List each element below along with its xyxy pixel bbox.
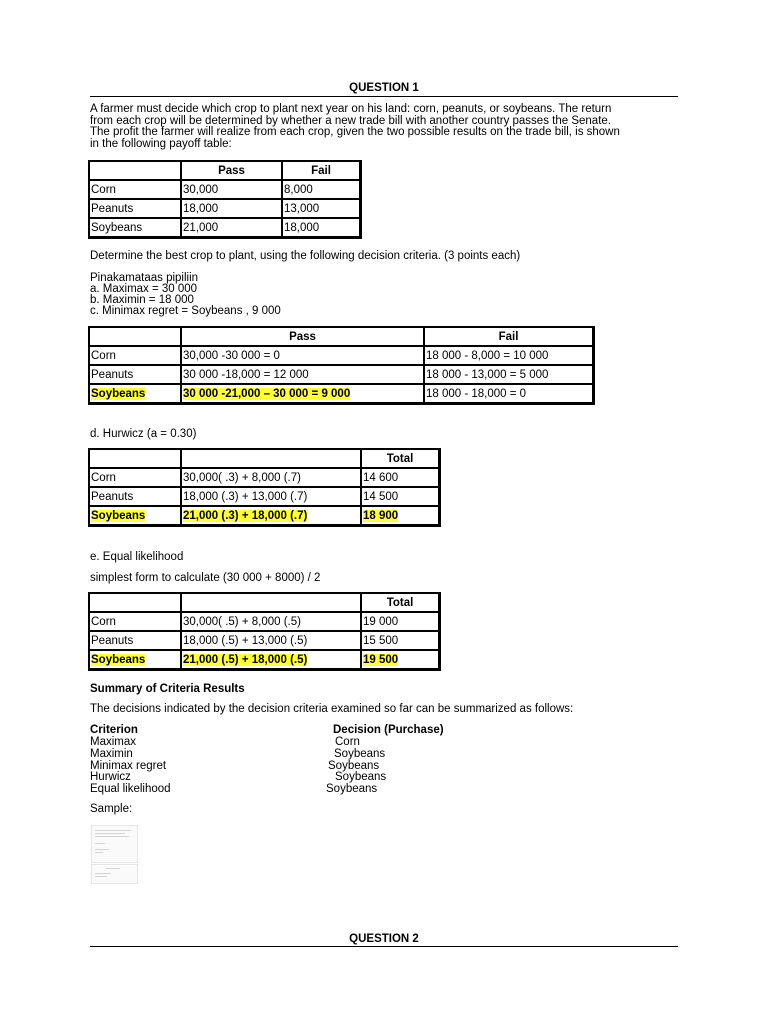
summary-header-decision: Decision (Purchase) xyxy=(333,724,444,736)
table-cell: 21,000 xyxy=(181,218,282,237)
table-cell: 30,000( .3) + 8,000 (.7) xyxy=(181,468,361,487)
payoff-table xyxy=(88,160,362,239)
table-cell: Peanuts xyxy=(89,631,181,650)
table-row xyxy=(89,218,360,237)
table-cell: 18,000 (.5) + 13,000 (.5) xyxy=(181,631,361,650)
table-cell: Corn xyxy=(89,180,181,199)
table-row xyxy=(89,487,439,506)
table-row xyxy=(89,365,593,384)
equal-likelihood-table xyxy=(88,592,441,671)
table-header-row xyxy=(89,161,360,180)
table-cell: Peanuts xyxy=(89,365,181,384)
summary-decision: Soybeans xyxy=(328,760,380,772)
table-cell xyxy=(181,650,361,669)
intro-line: The profit the farmer will realize from each crop, given the two possible results on the trade bill, is shown xyxy=(90,126,620,138)
table-header-row xyxy=(89,593,439,612)
summary-text: The decisions indicated by the decision criteria examined so far can be summarized as follows: xyxy=(90,703,574,715)
summary-criterion: Maximin xyxy=(90,748,133,760)
title-rule xyxy=(90,946,678,947)
answer-maximin: b. Maximin = 18 000 xyxy=(90,294,194,306)
highlighted-text: 30 000 -21,000 – 30 000 = 9 000 xyxy=(183,387,351,400)
intro-line: A farmer must decide which crop to plant next year on his land: corn, peanuts, or soybeans. The return xyxy=(90,103,612,115)
equal-likelihood-label: e. Equal likelihood xyxy=(90,551,184,563)
answer-maximax: a. Maximax = 30 000 xyxy=(90,283,198,295)
summary-criterion: Minimax regret xyxy=(90,760,167,772)
table-cell: Corn xyxy=(89,468,181,487)
table-cell xyxy=(181,384,424,403)
table-cell: 30,000( .5) + 8,000 (.5) xyxy=(181,612,361,631)
table-cell: 8,000 xyxy=(282,180,360,199)
header-cell: Total xyxy=(361,449,439,468)
answers-intro: Pinakamataas pipiliin xyxy=(90,272,199,284)
table-cell: Corn xyxy=(89,346,181,365)
summary-decision: Soybeans xyxy=(335,771,387,783)
header-cell: Pass xyxy=(181,327,424,346)
table-header-row xyxy=(89,327,593,346)
instruction-text: Determine the best crop to plant, using the following decision criteria. (3 points each) xyxy=(90,250,521,262)
summary-criterion: Maximax xyxy=(90,736,137,748)
table-cell: Soybeans xyxy=(89,218,181,237)
summary-header-criterion: Criterion xyxy=(90,724,138,736)
table-row xyxy=(89,199,360,218)
table-cell: 18 000 - 8,000 = 10 000 xyxy=(424,346,593,365)
summary-decision: Soybeans xyxy=(326,783,378,795)
title-rule xyxy=(90,96,678,97)
table-row xyxy=(89,612,439,631)
table-row-highlighted xyxy=(89,506,439,525)
header-cell: Fail xyxy=(282,161,360,180)
summary-decision: Corn xyxy=(335,736,360,748)
question-2-title: QUESTION 2 xyxy=(349,933,419,945)
table-cell xyxy=(89,650,181,669)
hurwicz-table xyxy=(88,448,441,527)
summary-criterion: Equal likelihood xyxy=(90,783,171,795)
table-cell: Peanuts xyxy=(89,199,181,218)
table-cell: Corn xyxy=(89,612,181,631)
sample-thumbnail-image xyxy=(91,825,138,863)
header-cell xyxy=(89,593,181,612)
regret-table xyxy=(88,326,595,405)
header-cell xyxy=(89,449,181,468)
table-cell: 30,000 -30 000 = 0 xyxy=(181,346,424,365)
highlighted-text: 21,000 (.3) + 18,000 (.7) xyxy=(183,509,308,522)
table-cell: Peanuts xyxy=(89,487,181,506)
table-cell: 18 000 - 13,000 = 5 000 xyxy=(424,365,593,384)
question-1-title: QUESTION 1 xyxy=(349,82,419,94)
table-header-row xyxy=(89,449,439,468)
table-cell xyxy=(361,650,439,669)
table-cell: 15 500 xyxy=(361,631,439,650)
table-cell: 19 000 xyxy=(361,612,439,631)
header-cell: Pass xyxy=(181,161,282,180)
highlighted-text: 21,000 (.5) + 18,000 (.5) xyxy=(183,653,308,666)
table-row xyxy=(89,346,593,365)
table-cell: 30,000 xyxy=(181,180,282,199)
summary-title: Summary of Criteria Results xyxy=(90,683,245,695)
table-cell: 30 000 -18,000 = 12 000 xyxy=(181,365,424,384)
table-cell: 18,000 (.3) + 13,000 (.7) xyxy=(181,487,361,506)
table-cell xyxy=(181,506,361,525)
highlighted-text: 18 900 xyxy=(363,509,399,522)
hurwicz-label: d. Hurwicz (a = 0.30) xyxy=(90,428,197,440)
table-row xyxy=(89,631,439,650)
table-cell: 18,000 xyxy=(282,218,360,237)
header-cell xyxy=(89,327,181,346)
highlighted-text: Soybeans xyxy=(91,509,146,522)
intro-paragraph xyxy=(90,104,680,150)
table-cell: 18 000 - 18,000 = 0 xyxy=(424,384,593,403)
highlighted-text: 19 500 xyxy=(363,653,399,666)
table-row-highlighted xyxy=(89,384,593,403)
table-row-highlighted xyxy=(89,650,439,669)
answer-minimax-regret: c. Minimax regret = Soybeans , 9 000 xyxy=(90,305,281,317)
table-row xyxy=(89,468,439,487)
summary-criterion: Hurwicz xyxy=(90,771,131,783)
header-cell xyxy=(181,593,361,612)
table-cell: 13,000 xyxy=(282,199,360,218)
table-cell: 18,000 xyxy=(181,199,282,218)
highlighted-text: Soybeans xyxy=(91,387,146,400)
table-cell xyxy=(89,506,181,525)
table-row xyxy=(89,180,360,199)
highlighted-text: Soybeans xyxy=(91,653,146,666)
table-cell: 14 500 xyxy=(361,487,439,506)
summary-decision: Soybeans xyxy=(334,748,386,760)
intro-line: in the following payoff table: xyxy=(90,137,232,150)
table-cell: 14 600 xyxy=(361,468,439,487)
header-cell xyxy=(89,161,181,180)
intro-line: from each crop will be determined by whether a new trade bill with another country passes the Senate. xyxy=(90,114,611,127)
header-cell: Total xyxy=(361,593,439,612)
sample-label: Sample: xyxy=(90,803,133,815)
header-cell xyxy=(181,449,361,468)
header-cell: Fail xyxy=(424,327,593,346)
table-cell xyxy=(89,384,181,403)
table-cell xyxy=(361,506,439,525)
sample-thumbnail-image xyxy=(91,864,138,884)
equal-likelihood-note: simplest form to calculate (30 000 + 8000) / 2 xyxy=(90,572,321,584)
